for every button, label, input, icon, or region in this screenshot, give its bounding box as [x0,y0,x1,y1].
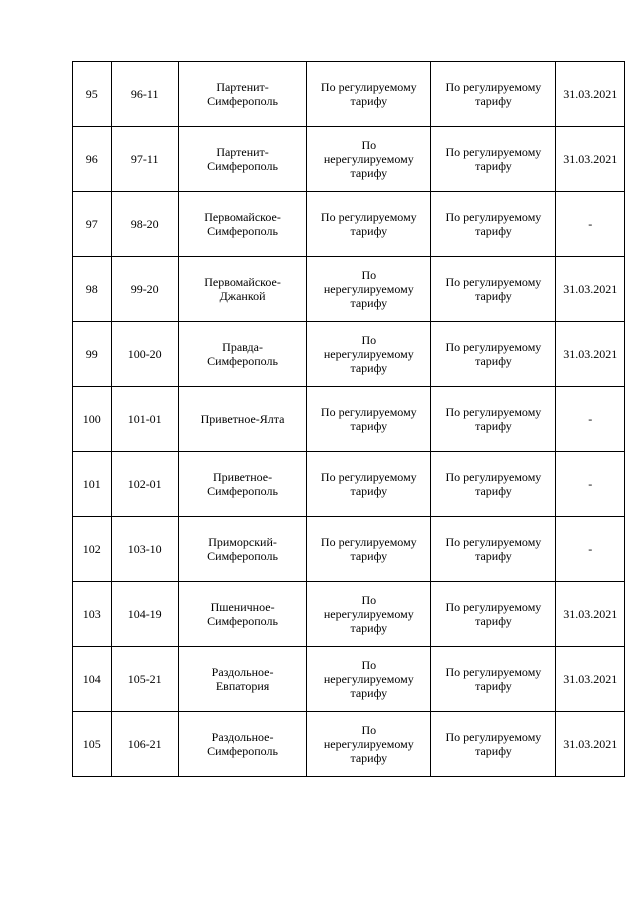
route-name: Пшеничное- Симферополь [178,582,306,647]
table-row [73,582,625,647]
route-name: Правда- Симферополь [178,322,306,387]
row-number: 101 [73,452,112,517]
tariff-new: По регулируемому тарифу [431,387,556,452]
row-number: 105 [73,712,112,777]
row-number: 97 [73,192,112,257]
route-reg-number: 102-01 [111,452,178,517]
tariff-new: По регулируемому тарифу [431,257,556,322]
table-row [73,322,625,387]
change-date: 31.03.2021 [556,257,625,322]
tariff-new: По регулируемому тарифу [431,322,556,387]
route-reg-number: 100-20 [111,322,178,387]
route-name: Приветное-Ялта [178,387,306,452]
row-number: 99 [73,322,112,387]
row-number: 100 [73,387,112,452]
routes-table [72,61,625,777]
tariff-new: По регулируемому тарифу [431,712,556,777]
table-row [73,192,625,257]
change-date: - [556,452,625,517]
table-row [73,647,625,712]
change-date: - [556,387,625,452]
tariff-new: По регулируемому тарифу [431,517,556,582]
route-name: Приморский- Симферополь [178,517,306,582]
table-row [73,452,625,517]
route-reg-number: 105-21 [111,647,178,712]
change-date: - [556,517,625,582]
route-name: Первомайское- Симферополь [178,192,306,257]
table-row [73,257,625,322]
change-date: 31.03.2021 [556,712,625,777]
route-reg-number: 103-10 [111,517,178,582]
change-date: 31.03.2021 [556,127,625,192]
route-reg-number: 106-21 [111,712,178,777]
row-number: 96 [73,127,112,192]
routes-table-body [73,62,625,777]
change-date: 31.03.2021 [556,582,625,647]
route-reg-number: 98-20 [111,192,178,257]
change-date: 31.03.2021 [556,62,625,127]
tariff-new: По регулируемому тарифу [431,647,556,712]
tariff-new: По регулируемому тарифу [431,127,556,192]
tariff-current: По регулируемому тарифу [307,62,431,127]
route-reg-number: 104-19 [111,582,178,647]
route-reg-number: 97-11 [111,127,178,192]
route-name: Раздольное- Симферополь [178,712,306,777]
row-number: 95 [73,62,112,127]
route-reg-number: 99-20 [111,257,178,322]
row-number: 103 [73,582,112,647]
change-date: 31.03.2021 [556,322,625,387]
tariff-current: По нерегулируемому тарифу [307,712,431,777]
route-name: Приветное- Симферополь [178,452,306,517]
route-name: Партенит- Симферополь [178,62,306,127]
change-date: - [556,192,625,257]
change-date: 31.03.2021 [556,647,625,712]
table-row [73,517,625,582]
tariff-new: По регулируемому тарифу [431,62,556,127]
table-row [73,387,625,452]
tariff-current: По нерегулируемому тарифу [307,647,431,712]
tariff-new: По регулируемому тарифу [431,582,556,647]
tariff-current: По нерегулируемому тарифу [307,127,431,192]
tariff-new: По регулируемому тарифу [431,192,556,257]
tariff-new: По регулируемому тарифу [431,452,556,517]
row-number: 98 [73,257,112,322]
tariff-current: По регулируемому тарифу [307,452,431,517]
tariff-current: По регулируемому тарифу [307,387,431,452]
tariff-current: По нерегулируемому тарифу [307,322,431,387]
tariff-current: По нерегулируемому тарифу [307,582,431,647]
route-reg-number: 96-11 [111,62,178,127]
row-number: 104 [73,647,112,712]
tariff-current: По регулируемому тарифу [307,517,431,582]
route-name: Раздольное- Евпатория [178,647,306,712]
row-number: 102 [73,517,112,582]
table-row [73,712,625,777]
table-row [73,62,625,127]
tariff-current: По нерегулируемому тарифу [307,257,431,322]
table-row [73,127,625,192]
route-name: Партенит- Симферополь [178,127,306,192]
route-reg-number: 101-01 [111,387,178,452]
tariff-current: По регулируемому тарифу [307,192,431,257]
route-name: Первомайское- Джанкой [178,257,306,322]
